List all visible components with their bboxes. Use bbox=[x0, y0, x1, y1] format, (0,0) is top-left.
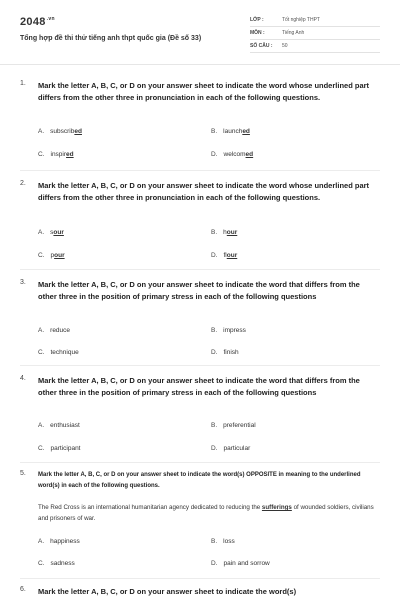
option-text: finish bbox=[223, 349, 239, 356]
option-text: technique bbox=[50, 349, 79, 356]
meta-label: MÔN : bbox=[250, 30, 265, 36]
question-prompt: Mark the letter A, B, C, or D on your answer sheet to indicate the word(s) bbox=[38, 587, 297, 596]
option-letter: C. bbox=[38, 151, 45, 158]
option-b[interactable] bbox=[211, 128, 250, 135]
option-d[interactable] bbox=[211, 252, 237, 259]
option-text: subscrib bbox=[50, 128, 75, 135]
option-text: launch bbox=[223, 128, 243, 135]
option-letter: D. bbox=[211, 252, 218, 259]
option-text: fl bbox=[223, 252, 227, 259]
option-letter: B. bbox=[211, 128, 218, 135]
question-prompt: Mark the letter A, B, C, or D on your answer sheet to indicate the word whose underlined part differs from the other three in pronunciation in each of the following questions. bbox=[38, 181, 370, 202]
option-letter: D. bbox=[211, 151, 218, 158]
question-divider bbox=[20, 578, 380, 579]
option-underlined: our bbox=[54, 252, 65, 259]
page-header bbox=[0, 0, 400, 64]
question-divider bbox=[20, 365, 380, 366]
option-letter: D. bbox=[211, 445, 218, 452]
option-text: sadness bbox=[50, 560, 75, 567]
exam-meta-table bbox=[250, 14, 380, 53]
option-text: particular bbox=[223, 445, 251, 452]
option-letter: A. bbox=[38, 538, 45, 545]
meta-value: 50 bbox=[282, 43, 288, 49]
option-a[interactable] bbox=[38, 327, 70, 334]
option-underlined: our bbox=[53, 229, 64, 236]
question-prompt: Mark the letter A, B, C, or D on your answer sheet to indicate the word(s) OPPOSITE in meaning to the underlined word(s) in each of the following questions. bbox=[38, 472, 361, 489]
option-d[interactable] bbox=[211, 151, 253, 158]
meta-row-subject bbox=[250, 27, 380, 40]
option-text: enthusiast bbox=[50, 422, 80, 429]
option-a[interactable] bbox=[38, 422, 80, 429]
question-prompt: Mark the letter A, B, C, or D on your answer sheet to indicate the word that differs from the other three in the position of primary stress in each of the following questions bbox=[38, 280, 360, 301]
question-number: 1. bbox=[20, 80, 26, 87]
option-a[interactable] bbox=[38, 128, 82, 135]
option-letter: B. bbox=[211, 327, 218, 334]
option-a[interactable] bbox=[38, 538, 80, 545]
question-divider bbox=[20, 269, 380, 270]
option-underlined: ed bbox=[74, 128, 82, 135]
option-letter: A. bbox=[38, 327, 45, 334]
option-text: p bbox=[50, 252, 55, 259]
logo-text: 2048 bbox=[20, 16, 46, 28]
option-letter: A. bbox=[38, 229, 45, 236]
option-underlined: ed bbox=[66, 151, 74, 158]
question-number: 3. bbox=[20, 279, 26, 286]
option-text: welcom bbox=[223, 151, 246, 158]
option-text: pain and sorrow bbox=[223, 560, 270, 567]
option-letter: C. bbox=[38, 560, 45, 567]
option-letter: D. bbox=[211, 349, 218, 356]
question-prompt: Mark the letter A, B, C, or D on your answer sheet to indicate the word whose underlined part differs from the other three in pronunciation in each of the following questions. bbox=[38, 81, 370, 102]
option-letter: C. bbox=[38, 445, 45, 452]
option-c[interactable] bbox=[38, 560, 75, 567]
option-b[interactable] bbox=[211, 538, 235, 545]
meta-value: Tốt nghiệp THPT bbox=[282, 17, 320, 23]
option-b[interactable] bbox=[211, 327, 246, 334]
document-title: Tổng hợp đề thi thử tiếng anh thpt quốc gia (Đề số 33) bbox=[20, 35, 202, 42]
passage-text-end: of wounded soldiers, civilians and prisoners of war. bbox=[38, 504, 374, 522]
option-text: reduce bbox=[50, 327, 71, 334]
option-underlined: our bbox=[226, 252, 238, 259]
meta-value: Tiếng Anh bbox=[282, 30, 305, 36]
question-number: 2. bbox=[20, 180, 26, 187]
question-prompt: Mark the letter A, B, C, or D on your answer sheet to indicate the word that differs from the other three in the position of primary stress in each of the following questions bbox=[38, 376, 360, 397]
site-logo[interactable] bbox=[20, 16, 55, 28]
option-underlined: ed bbox=[242, 128, 250, 135]
meta-row-class bbox=[250, 14, 380, 27]
option-b[interactable] bbox=[211, 229, 237, 236]
option-letter: B. bbox=[211, 538, 218, 545]
question-divider bbox=[20, 462, 380, 463]
question-number: 4. bbox=[20, 375, 26, 382]
meta-label: LỚP : bbox=[250, 17, 264, 23]
question-divider bbox=[20, 170, 380, 171]
option-text: participant bbox=[50, 445, 81, 452]
question-passage bbox=[38, 502, 378, 524]
option-text: loss bbox=[223, 538, 235, 545]
option-c[interactable] bbox=[38, 349, 79, 356]
option-d[interactable] bbox=[211, 445, 250, 452]
meta-row-count bbox=[250, 40, 380, 53]
question-number: 5. bbox=[20, 470, 26, 477]
option-text: impress bbox=[223, 327, 246, 334]
question-number: 6. bbox=[20, 586, 26, 593]
option-c[interactable] bbox=[38, 252, 65, 259]
option-letter: C. bbox=[38, 252, 45, 259]
option-text: happiness bbox=[50, 538, 80, 545]
option-b[interactable] bbox=[211, 422, 256, 429]
header-divider bbox=[0, 64, 400, 65]
option-c[interactable] bbox=[38, 151, 74, 158]
option-text: inspir bbox=[50, 151, 67, 158]
option-d[interactable] bbox=[211, 560, 270, 567]
option-c[interactable] bbox=[38, 445, 81, 452]
option-text: s bbox=[50, 229, 54, 236]
meta-label: SỐ CÂU : bbox=[250, 43, 273, 49]
option-text: preferential bbox=[223, 422, 256, 429]
logo-suffix: .vn bbox=[46, 16, 55, 22]
option-d[interactable] bbox=[211, 349, 239, 356]
option-underlined: ed bbox=[245, 151, 254, 158]
option-underlined: our bbox=[226, 229, 238, 236]
option-letter: B. bbox=[211, 229, 218, 236]
option-text: h bbox=[223, 229, 227, 236]
option-a[interactable] bbox=[38, 229, 64, 236]
option-letter: C. bbox=[38, 349, 45, 356]
passage-underlined-word: sufferings bbox=[261, 504, 292, 511]
option-letter: D. bbox=[211, 560, 218, 567]
passage-text: The Red Cross is an international humanitarian agency dedicated to reducing the bbox=[38, 504, 262, 511]
option-letter: A. bbox=[38, 128, 45, 135]
option-letter: A. bbox=[38, 422, 45, 429]
option-letter: B. bbox=[211, 422, 218, 429]
